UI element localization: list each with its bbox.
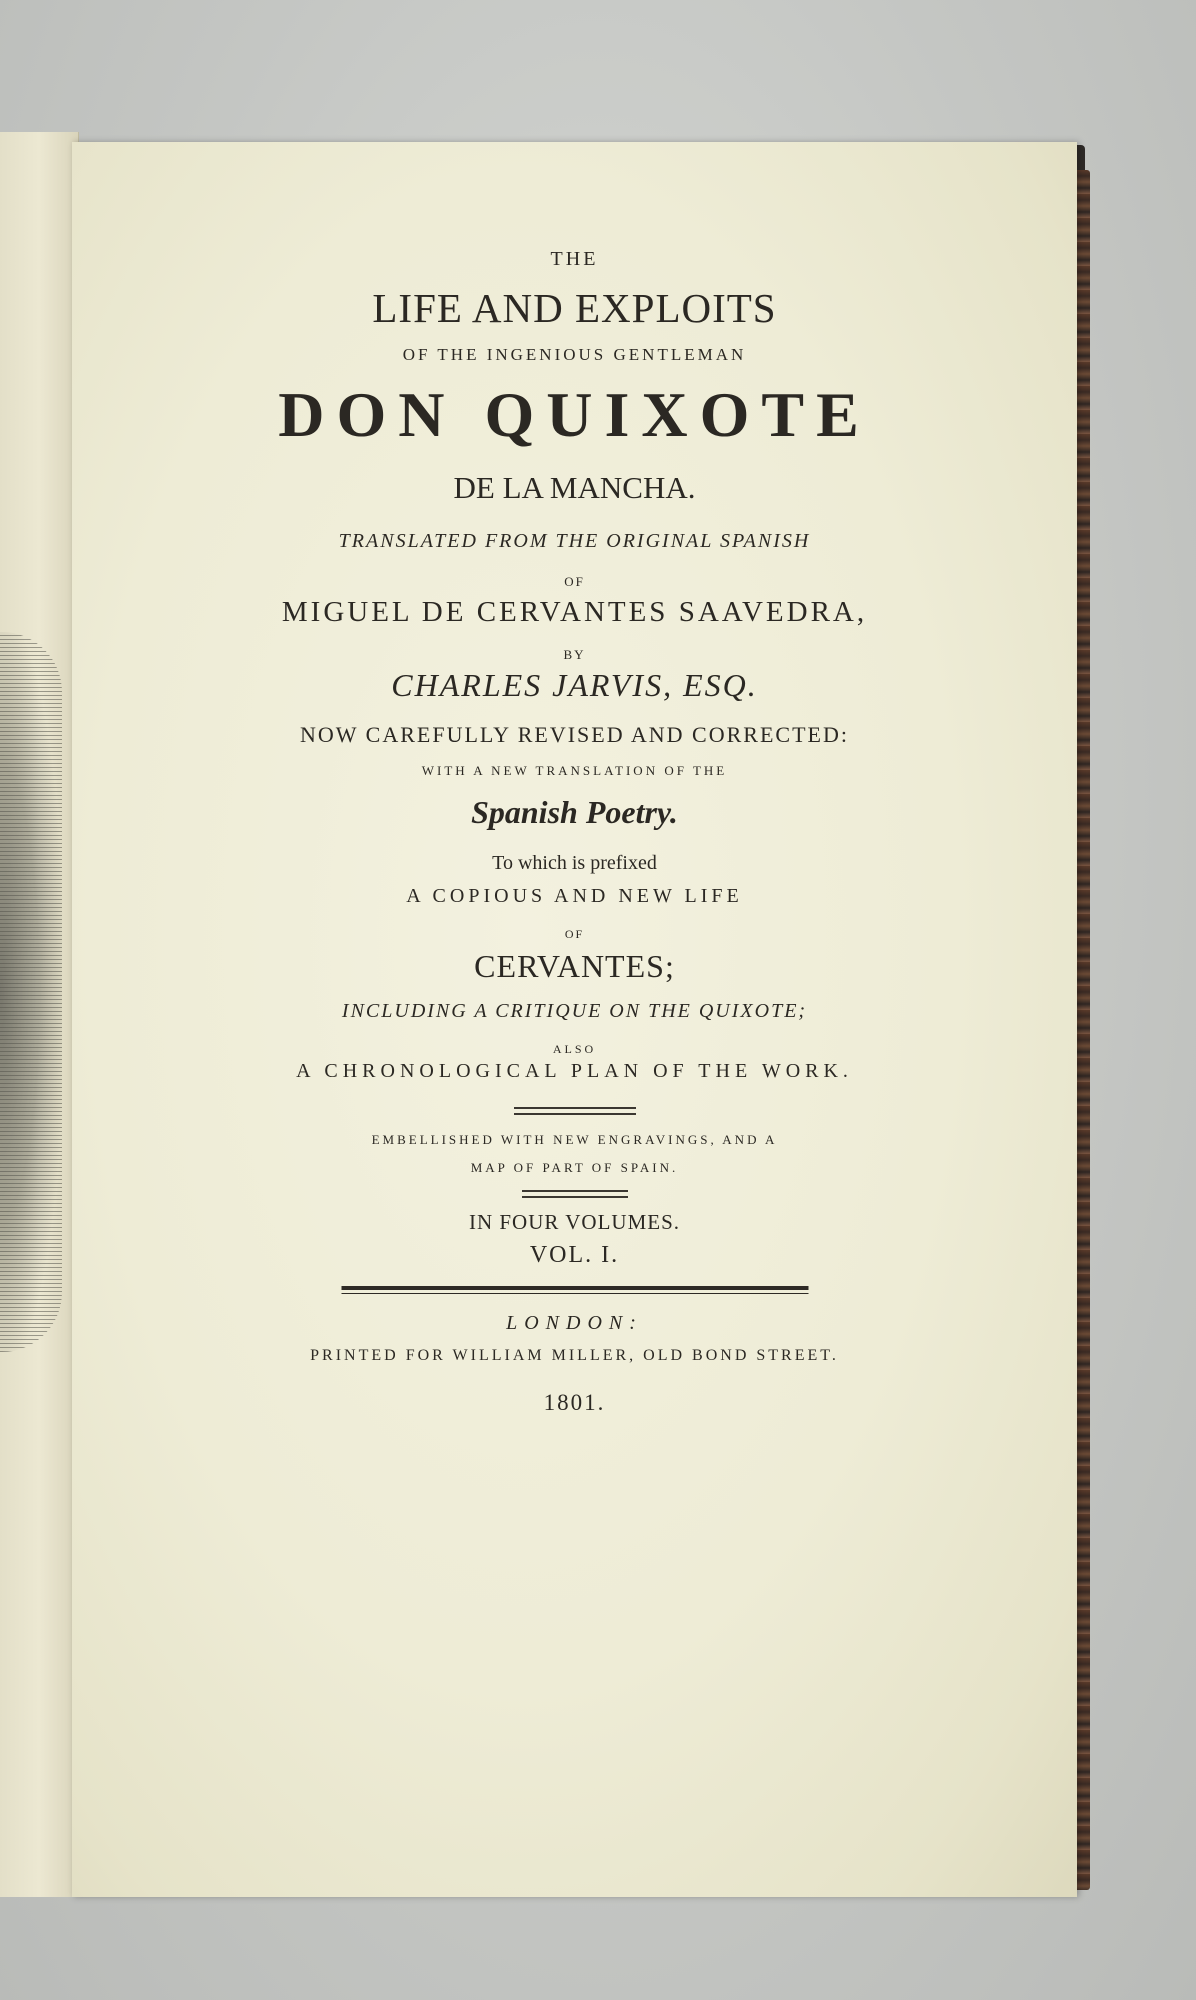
author-name: MIGUEL DE CERVANTES SAAVEDRA, [281, 596, 868, 628]
volumes-line: IN FOUR VOLUMES. [468, 1210, 681, 1234]
map-line: MAP OF PART OF SPAIN. [470, 1160, 679, 1175]
translated-line: TRANSLATED FROM THE ORIGINAL SPANISH [338, 530, 811, 552]
translator-name: CHARLES JARVIS, ESQ. [391, 667, 758, 703]
with-new-translation: WITH A NEW TRANSLATION OF THE [421, 763, 728, 778]
chronological-line: A CHRONOLOGICAL PLAN OF THE WORK. [296, 1060, 853, 1082]
including-line: INCLUDING A CRITIQUE ON THE QUIXOTE; [341, 1000, 808, 1022]
of-line-2: OF [564, 927, 585, 941]
by-line: BY [563, 647, 586, 662]
embellished-line: EMBELLISHED WITH NEW ENGRAVINGS, AND A [371, 1132, 778, 1147]
the-heading: THE [550, 248, 599, 270]
spanish-poetry: Spanish Poetry. [471, 794, 678, 830]
don-quixote: DON QUIXOTE [278, 379, 871, 450]
divider-double-1 [514, 1107, 636, 1115]
of-line-1: OF [564, 574, 585, 589]
prefixed-line: To which is prefixed [492, 852, 657, 874]
london-line: LONDON: [506, 1312, 643, 1334]
cervantes-line: CERVANTES; [474, 948, 675, 984]
engraving-portrait [0, 632, 62, 1352]
subtitle: OF THE INGENIOUS GENTLEMAN [402, 345, 747, 364]
de-la-mancha: DE LA MANCHA. [453, 470, 696, 505]
frontispiece-page [0, 132, 79, 1897]
copious-line: A COPIOUS AND NEW LIFE [406, 885, 743, 907]
divider-double-2 [522, 1190, 628, 1198]
divider-thick [341, 1286, 808, 1294]
main-title: LIFE AND EXPLOITS [372, 285, 777, 331]
revised-line: NOW CAREFULLY REVISED AND CORRECTED: [300, 722, 849, 747]
printed-line: PRINTED FOR WILLIAM MILLER, OLD BOND STREET. [310, 1347, 839, 1364]
also-line: ALSO [552, 1042, 597, 1056]
year-line: 1801. [543, 1390, 606, 1415]
vol-line: VOL. I. [529, 1242, 620, 1268]
